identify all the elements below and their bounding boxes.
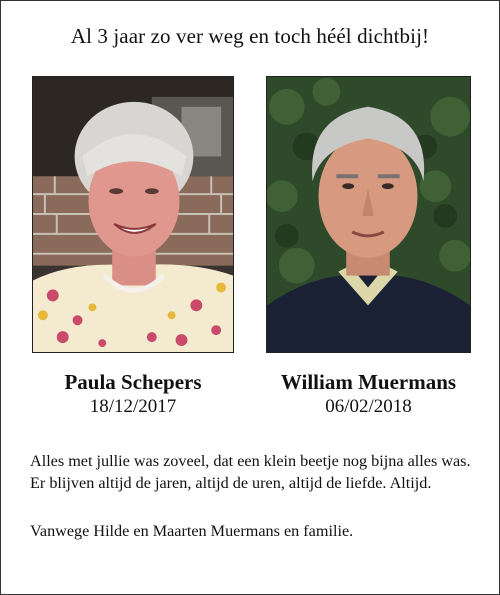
memorial-message	[30, 450, 490, 494]
message-line-1: Alles met jullie was zoveel, dat een klein beetje nog bijna alles was.	[30, 452, 471, 470]
person-date-paula: 18/12/2017	[89, 396, 177, 417]
headline: Al 3 jaar zo ver weg en toch héél dichtbij!	[70, 24, 430, 48]
message-line-2: Er blijven altijd de jaren, altijd de uren, altijd de liefde. Altijd.	[30, 474, 432, 492]
person-name-william: William Muermans	[280, 370, 457, 394]
portrait-photo-paula	[32, 76, 234, 353]
portrait-photo-william	[266, 76, 471, 353]
signature: Vanwege Hilde en Maarten Muermans en familie.	[30, 522, 354, 540]
person-date-william: 06/02/2018	[325, 396, 412, 417]
person-name-paula: Paula Schepers	[64, 370, 202, 394]
